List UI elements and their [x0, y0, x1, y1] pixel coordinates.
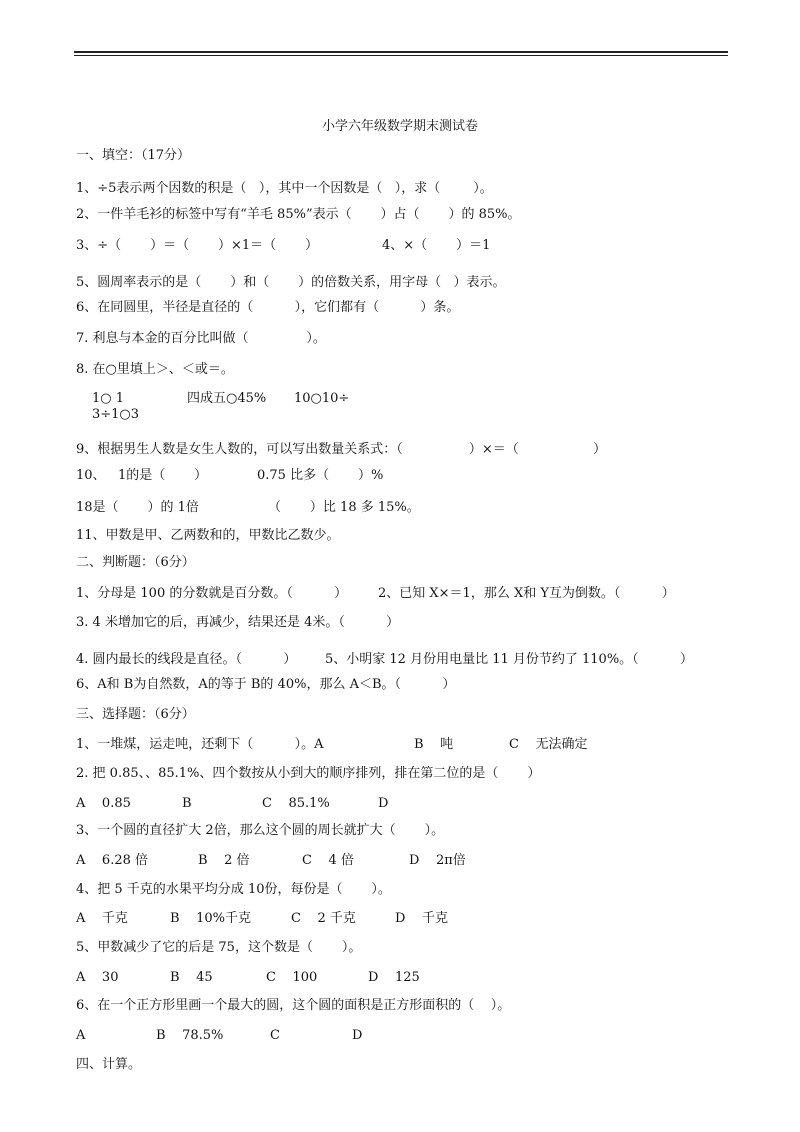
choice-item: B 2 倍 — [198, 853, 250, 868]
comparison-item: 1○ 1 — [92, 391, 125, 406]
choice-item: A — [76, 1028, 86, 1043]
question-line: 1、÷5表示两个因数的积是（ ），其中一个因数是（ ），求（ ）。 — [76, 181, 493, 196]
choice-item: B — [182, 796, 192, 811]
choice-item: C 无法确定 — [509, 737, 588, 752]
choice-item: C — [270, 1028, 280, 1043]
question-line: 11、甲数是甲、乙两数和的，甲数比乙数少。 — [76, 528, 340, 543]
choice-item: B 45 — [170, 970, 213, 985]
question-line: 3. 4 米增加它的后，再减少，结果还是 4米。（ ） — [76, 615, 400, 630]
choice-item: D — [352, 1028, 363, 1043]
question-line: 9、根据男生人数是女生人数的，可以写出数量关系式：（ ）×＝（ ） — [76, 442, 607, 457]
choice-item: A 30 — [76, 970, 119, 985]
question-line: 18是（ ）的 1倍 — [76, 500, 199, 515]
comparison-item: 四成五○45% — [187, 391, 267, 406]
question-line: 6、在同圆里，半径是直径的（ ），它们都有（ ）条。 — [76, 300, 460, 315]
section-heading: 一、填空：（17分） — [76, 148, 191, 163]
section-heading: 四、计算。 — [76, 1057, 142, 1072]
choice-item: B 10%千克 — [170, 911, 251, 926]
question-line: 5、甲数减少了它的后是 75，这个数是（ ）。 — [76, 940, 362, 955]
choice-item: D 2π倍 — [409, 853, 466, 868]
choice-item: D — [378, 796, 389, 811]
question-line: 3、一个圆的直径扩大 2倍，那么这个圆的周长就扩大（ ）。 — [76, 823, 445, 838]
question-line: 8. 在○里填上＞、＜或＝。 — [76, 362, 234, 377]
question-line: 4、把 5 千克的水果平均分成 10份，每份是（ ）。 — [76, 882, 391, 897]
section-heading: 二、判断题：（6分） — [76, 555, 195, 570]
comparison-item: 3÷1○3 — [92, 407, 140, 422]
choice-item: A 0.85 — [76, 796, 131, 811]
choice-item: A 6.28 倍 — [76, 853, 148, 868]
choice-item: D 125 — [368, 970, 420, 985]
section-heading: 三、选择题：（6分） — [76, 707, 195, 722]
top-rule — [74, 51, 728, 56]
question-line: 4、×（ ）＝1 — [382, 238, 491, 253]
question-line: （ ）比 18 多 15%。 — [268, 500, 420, 515]
question-line: 7. 利息与本金的百分比叫做（ ）。 — [76, 331, 326, 346]
choice-item: B 吨 — [414, 737, 454, 752]
question-line: 6、A和 B为自然数，A的等于 B的 40%，那么 A＜B。（ ） — [76, 677, 456, 692]
question-line: 1、一堆煤，运走吨，还剩下（ ）。A — [76, 737, 324, 752]
question-line: 10、 1的是（ ） — [76, 468, 208, 483]
question-line: 4. 圆内最长的线段是直径。（ ） — [76, 652, 297, 667]
question-line: 2. 把 0.85、、85.1%、四个数按从小到大的顺序排列，排在第二位的是（ ） — [76, 766, 541, 781]
choice-item: C 4 倍 — [302, 853, 354, 868]
choice-item: A 千克 — [76, 911, 128, 926]
choice-item: D 千克 — [395, 911, 448, 926]
page-title: 小学六年级数学期末测试卷 — [321, 119, 478, 134]
choice-item: B 78.5% — [156, 1028, 224, 1043]
question-line: 5、圆周率表示的是（ ）和（ ）的倍数关系，用字母（ ）表示。 — [76, 275, 506, 290]
choice-item: C 2 千克 — [291, 911, 356, 926]
question-line: 6、在一个正方形里画一个最大的圆，这个圆的面积是正方形面积的（ ）。 — [76, 998, 511, 1013]
question-line: 5、小明家 12 月份用电量比 11 月份节约了 110%。（ ） — [325, 652, 694, 667]
question-line: 3、÷（ ）＝（ ）×1＝（ ） — [76, 238, 319, 253]
question-line: 1、分母是 100 的分数就是百分数。（ ） — [76, 586, 348, 601]
question-line: 0.75 比多（ ）% — [257, 468, 384, 483]
choice-item: C 100 — [266, 970, 318, 985]
comparison-item: 10○10÷ — [294, 391, 350, 406]
question-line: 2、已知 X×＝1，那么 X和 Y互为倒数。（ ） — [378, 586, 675, 601]
choice-item: C 85.1% — [262, 796, 330, 811]
question-line: 2、一件羊毛衫的标签中写有“羊毛 85%”表示（ ）占（ ）的 85%。 — [76, 207, 521, 222]
